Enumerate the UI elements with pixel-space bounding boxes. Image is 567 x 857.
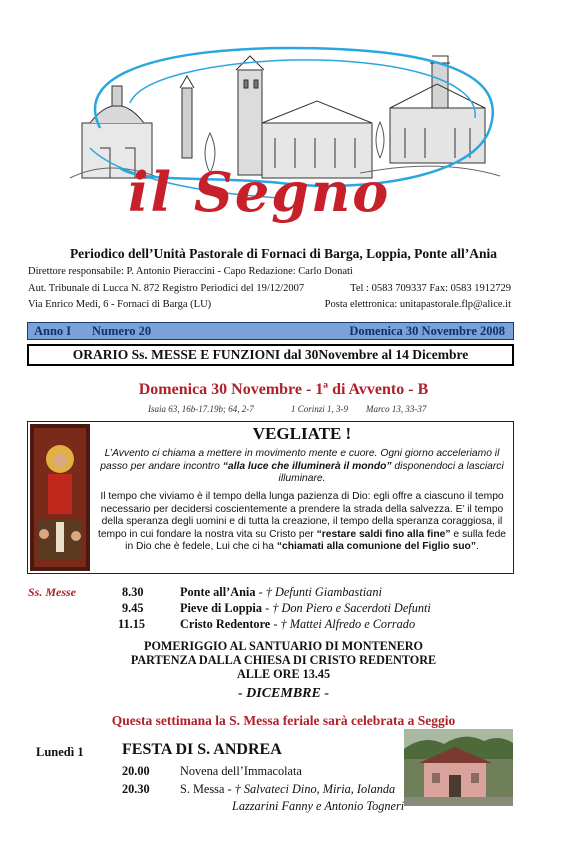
event-text: Novena dell’Immacolata bbox=[180, 764, 302, 778]
feast-title: FESTA DI S. ANDREA bbox=[122, 741, 282, 758]
mass-row bbox=[118, 617, 415, 632]
mass-intention: - † Defunti Giambastiani bbox=[255, 585, 382, 599]
sunday-title: Domenica 30 Novembre - 1ª di Avvento - B bbox=[138, 381, 429, 398]
event-time: 20.00 bbox=[122, 764, 150, 778]
address-line: Via Enrico Medi, 6 - Fornaci di Barga (LU) bbox=[28, 299, 212, 310]
event-intention: † Salvateci Dino, Miria, Iolanda bbox=[234, 782, 396, 796]
mass-place: Ponte all’Ania bbox=[180, 585, 256, 599]
afternoon-line-1: POMERIGGIO AL SANTUARIO DI MONTENERO bbox=[144, 639, 423, 653]
reading-gospel: Marco 13, 33-37 bbox=[366, 404, 427, 414]
box-p1-quote: “alla luce che illuminerà il mondo” bbox=[222, 460, 392, 472]
event-text: S. Messa - bbox=[180, 782, 235, 796]
afternoon-line-2: PARTENZA DALLA CHIESA DI CRISTO REDENTORE bbox=[130, 653, 437, 667]
afternoon-line-3: ALLE ORE 13.45 bbox=[236, 667, 331, 681]
tribunal-line: Aut. Tribunale di Lucca N. 872 Registro Periodici del 19/12/2007 bbox=[28, 283, 305, 294]
schedule-title: ORARIO Ss. MESSE E FUNZIONI dal 30Novembre al 14 Dicembre bbox=[27, 344, 514, 366]
email-line: Posta elettronica: unitapastorale.flp@alice.it bbox=[324, 299, 511, 310]
mass-row bbox=[122, 601, 431, 616]
box-paragraph-2 bbox=[94, 491, 510, 554]
reading-second: 1 Corinzi 1, 3-9 bbox=[291, 404, 349, 414]
mass-time: 11.15 bbox=[118, 617, 145, 631]
mass-place: Pieve di Loppia bbox=[180, 601, 262, 615]
mass-time: 8.30 bbox=[122, 585, 144, 599]
issue-year: Anno I bbox=[34, 324, 72, 338]
chapel-photo bbox=[404, 729, 513, 806]
event-row bbox=[122, 782, 395, 797]
box-p2-mid: e sulla fede in Dio che è fedele, Lui che ci ha bbox=[125, 528, 507, 553]
mass-place: Cristo Redentore bbox=[180, 617, 271, 631]
reading-first: Isaia 63, 16b-17.19b; 64, 2-7 bbox=[148, 404, 254, 414]
religious-painting-image bbox=[30, 424, 90, 571]
box-p2-quote-2: “chiamati alla comunione del Figlio suo” bbox=[276, 541, 476, 553]
mass-intention: - † Don Piero e Sacerdoti Defunti bbox=[262, 601, 431, 615]
director-line: Direttore responsabile: P. Antonio Pieraccini - Capo Redazione: Carlo Donati bbox=[28, 266, 353, 277]
issue-date: Domenica 30 Novembre 2008 bbox=[349, 324, 505, 338]
december-heading: - DICEMBRE - bbox=[237, 686, 330, 701]
issue-bar bbox=[27, 322, 514, 340]
box-p2-end: . bbox=[475, 541, 479, 553]
mass-time: 9.45 bbox=[122, 601, 144, 615]
box-p2-text: Il tempo che viviamo è il tempo della lunga pazienza di Dio: egli offre a ciascuno il tempo necessario per decidersi coscientemente a prendere la strada della salvezza. E’ il tempo della speranza degli uomini e di tutta la creazione, il tempo della speranza coraggiosa, il tempo in cui fondare la nostra vita su Cristo per bbox=[97, 491, 504, 540]
box-heading: VEGLIATE ! bbox=[252, 424, 352, 443]
masses-label: Ss. Messe bbox=[28, 585, 77, 599]
day-label: Lunedì 1 bbox=[36, 745, 84, 759]
box-p1-end: disponendoci a lasciarci illuminare. bbox=[278, 460, 504, 485]
box-p1-text: L’Avvento ci chiama a mettere in movimento mente e cuore. Ogni giorno acceleriamo il passo per andare incontro bbox=[100, 448, 500, 472]
box-p2-quote-1: “restare saldi fino alla fine” bbox=[316, 528, 451, 540]
box-paragraph-1 bbox=[94, 448, 510, 486]
subtitle: Periodico dell’Unità Pastorale di Fornaci di Barga, Loppia, Ponte all’Ania bbox=[69, 246, 498, 261]
newspaper-title: il Segno bbox=[128, 160, 391, 224]
week-note: Questa settimana la S. Messa feriale sarà celebrata a Seggio bbox=[111, 713, 456, 728]
event-row bbox=[122, 764, 302, 779]
issue-number: Numero 20 bbox=[92, 324, 152, 338]
mass-intention: - † Mattei Alfredo e Corrado bbox=[270, 617, 416, 631]
event-intention-cont: Lazzarini Fanny e Antonio Togneri bbox=[232, 799, 405, 813]
mass-row bbox=[122, 585, 382, 600]
event-time: 20.30 bbox=[122, 782, 150, 796]
phone-fax: Tel : 0583 709337 Fax: 0583 1912729 bbox=[350, 283, 511, 294]
